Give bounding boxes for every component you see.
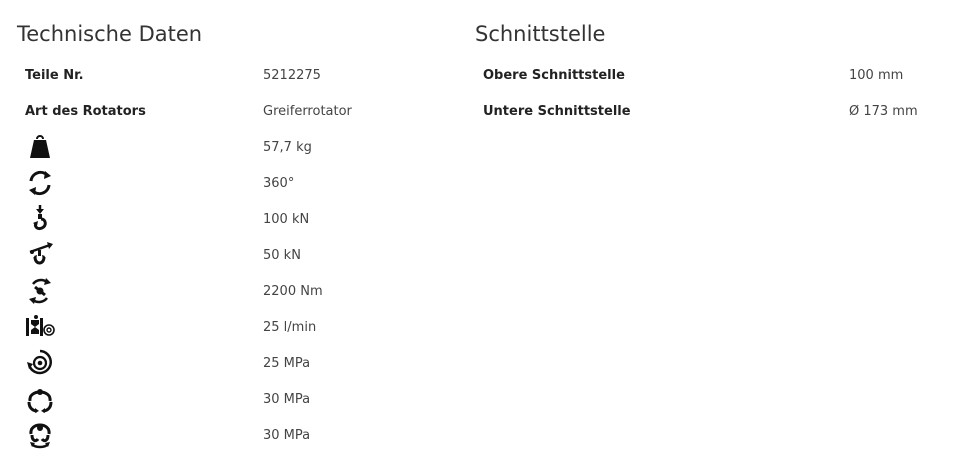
spec-row-weight (17, 129, 457, 165)
spec-row-upper-interface (475, 57, 945, 93)
rotator-type-value: Greiferrotator (263, 103, 352, 119)
weight-icon (25, 132, 55, 162)
spec-row-rotator-type (17, 93, 457, 129)
interface-title: Schnittstelle (475, 22, 606, 46)
lower-interface-label: Untere Schnittstelle (483, 103, 631, 119)
spec-row-part-number (17, 57, 457, 93)
rotation-pressure-icon (25, 348, 55, 378)
torque-icon (25, 276, 55, 306)
oil-flow-value: 25 l/min (263, 319, 317, 335)
oil-flow-icon (25, 312, 55, 342)
spec-row-lower-interface (475, 93, 945, 129)
spec-row-oil-flow (17, 309, 457, 345)
rotator-type-label: Art des Rotators (25, 103, 146, 119)
rotation-icon (25, 168, 55, 198)
dynamic-load-value: 50 kN (263, 247, 301, 263)
grapple-open-pressure-icon (25, 384, 55, 414)
static-load-hook-icon (25, 204, 55, 234)
spec-row-dynamic-load (17, 237, 457, 273)
spec-row-grapple-close-pressure (17, 417, 457, 453)
torque-value: 2200 Nm (263, 283, 323, 299)
part-number-value: 5212275 (263, 67, 321, 83)
rotation-pressure-value: 25 MPa (263, 355, 311, 371)
upper-interface-label: Obere Schnittstelle (483, 67, 625, 83)
dynamic-load-icon (25, 240, 55, 270)
grapple-close-pressure-icon (25, 420, 55, 450)
static-load-value: 100 kN (263, 211, 310, 227)
rotation-value: 360° (263, 175, 295, 191)
spec-row-rotation-pressure (17, 345, 457, 381)
spec-row-rotation (17, 165, 457, 201)
lower-interface-value: Ø 173 mm (849, 103, 918, 119)
spec-row-static-load (17, 201, 457, 237)
grapple-open-pressure-value: 30 MPa (263, 391, 311, 407)
technical-data-title: Technische Daten (17, 22, 203, 46)
grapple-close-pressure-value: 30 MPa (263, 427, 311, 443)
technical-data-table (17, 57, 457, 453)
spec-row-torque (17, 273, 457, 309)
interface-table (475, 57, 945, 129)
part-number-label: Teile Nr. (25, 67, 84, 83)
weight-value: 57,7 kg (263, 139, 312, 155)
spec-row-grapple-open-pressure (17, 381, 457, 417)
upper-interface-value: 100 mm (849, 67, 904, 83)
